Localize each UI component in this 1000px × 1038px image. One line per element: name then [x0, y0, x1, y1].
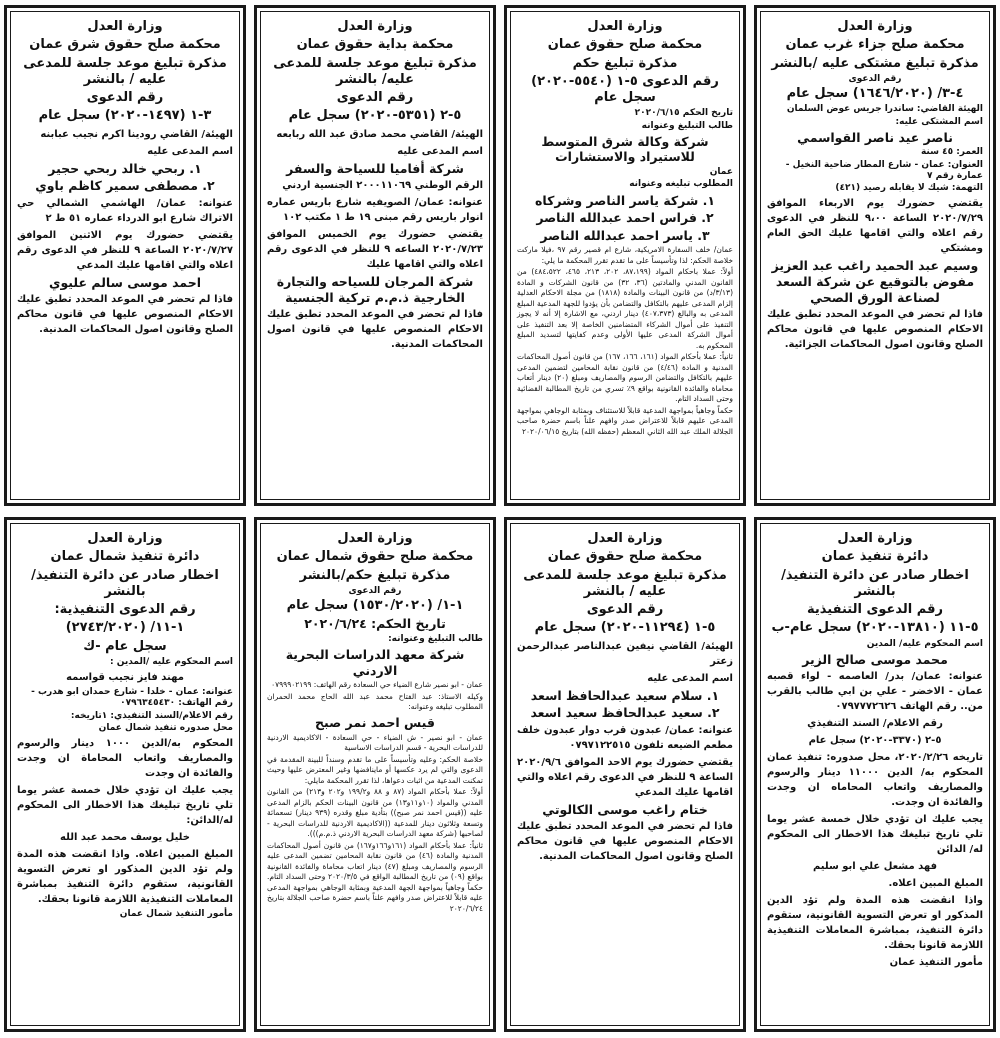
notice-body: واذا انقضت هذه المدة ولم تؤد الدين المذكور او تعرض التسوية القانونية، ستقوم دائرة التنفيذ، بمباشرة المعاملات التنفيذية اللازمة قانونا بحقك.: [767, 895, 983, 952]
notice-heading: مذكرة تبليغ موعد جلسة للمدعى عليه / بالنشر: [23, 55, 227, 87]
notice-heading: وزارة العدل: [837, 19, 913, 34]
notice-heading: ٥-١ (١١٢٩٤-٢٠٢٠) سجل عام: [534, 620, 716, 636]
notice-name: ٢. سعيد عبدالحافظ سعيد اسعد: [530, 705, 720, 721]
notice-heading: محكمة صلح حقوق شمال عمان: [276, 549, 474, 565]
notice-heading: وزارة العدل: [87, 531, 163, 546]
notice-body: عنوانه: عمان/ الهاشمي الشمالي حي الاتراك شارع ابو الدرداء عماره ٥١ ط ٢: [17, 197, 233, 224]
notice-name: ٣. ياسر احمد عبدالله الناصر: [540, 227, 710, 243]
notice-fine-print: ثانياً: عملا بأحكام المواد (١٦١، ١٦٦، ١٦٧) من قانون أصول المحاكمات المدنية و المادة (٤/٤٦) من قانون نقابة المحامين لتضمين المدعى عليهم بالتكافل والتضامن الرسوم والمصاريف ومبلغ (٢٠) دينار أتعاب محاماة والفائدة القانونية بواقع ٩٪ تسري من تاريخ المطالبة القضائية وحتى السداد التام.: [517, 352, 734, 404]
notice-heading: محكمة صلح حقوق عمان: [547, 549, 703, 565]
notice-name: شركة وكالة شرق المتوسط للاستيراد والاستشارات: [541, 133, 709, 165]
notice-heading: ٥-٢ (٥٣٥١-٢٠٢٠) سجل عام: [288, 108, 462, 124]
notice-cell: [750, 512, 1000, 1038]
notice-name: ٢. مصطفى سمير كاظم باوي: [35, 178, 215, 194]
notice-body: المبلغ المبين اعلاه. واذا انقضت هذه المدة ولم تؤد الدين المذكور او تعرض التسوية القانونية، ستقوم دائرة التنفيذ بمباشرة المعاملات التنفيذية اللازمة قانونا بحقك.: [17, 849, 233, 905]
notice-body: عنوانه: عمان/ عبدون قرب دوار عبدون خلف مطعم الضيعه تلفون ٠٧٩٧١٢٢٥١٥: [517, 724, 733, 751]
notice-name: قيس احمد نمر صبح: [315, 714, 435, 730]
notice-fine-print: حكماً وجاهياً بمواجهة المدعية قابلاً للاستئناف وبمثابة الوجاهي بمواجهة المدعى عليهم قابلاً للاعتراض صدر وافهم علناً باسم حضرة صاحب الجلالة الملك عبد الله الثاني المعظم (حفظه الله) بتاريخ ٢٠٢٠/٠٦/١٥: [517, 405, 733, 436]
notice-heading: محكمة صلح جزاء غرب عمان: [785, 37, 965, 53]
notice-heading: وزارة العدل: [87, 19, 163, 34]
notice-fine-print: ثانياً: عملا بأحكام المواد (١٦١و١٦٦و١٦٧) من قانون أصول المحاكمات المدنية والمادة (٤٦) من قانون نقابة المحامين تضمين المدعى عليه الرسوم والمصاريف ومبلغ (٤٧) دينار اتعاب محاماة والفائدة القانونية بواقع (٠٩) من تاريخ المطالبة الواقع في ٢٠٢٠/٣/٥ وحتى السداد التام. حكماً وجاهياً بمواجهة الجهة المدعية وبمثابة الوجاهي بمواجهة المدعى عليه قابلاً للاعتراض صدر وافهم علناً باسم حضرة صاحب الجلالة بتاريخ ٢٠٢٠/٦/٢٤: [267, 840, 484, 913]
notice-fine-print: أولاً: عملا باحكام المواد (٨٧،١٩٩، ٢٠٢، ٢١٣، ٤٦٥، ٤٨٤،٥٢٢) من القانون المدني والمادتين (٣٦، ٣٢) من قانون الشركات و المادة (٣/١٣/د) من قانون البينات والمادة (١٨١٨) من مجلة الاحكام العدلية إلزام المدعى عليهم بالتكافل والتضامن بأن يؤدوا للجهة المدعية المبلغ المدعى به والبالغ (٤٠٧،٣٧٣) دينار اردني، مع الاشارة إلا أنه لا يجوز التنفيذ على أموال الشركاء المتضامنين الخاصة إلا بعد التنفيذ على أموال الشركة المدعى عليها الأولى وعدم كفايتها لتسديد المبلغ المحكوم به.: [517, 267, 734, 350]
notice-body: يقتضي حضورك يوم الاربعاء الموافق ٢٠٢٠/٧/٢٩ الساعة ٩،٠٠ للنظر في الدعوى رقم اعلاه والتي اقامها عليك الحق العام ومشتكي: [767, 198, 983, 255]
notice-detail: طالب التبليغ وعنوانه:: [388, 633, 483, 644]
notice-detail: الهيئة القاضي: ساندرا جريس عوض السلمان: [786, 104, 983, 115]
notice-body: فاذا لم تحضر في الموعد المحدد تطبق عليك الاحكام المنصوص عليها في قانون محاكم الصلح وقانون اصول المحاكمات المدنية.: [517, 821, 733, 863]
notice-heading: ١-١١/ (٢٧٤٣/٢٠٢٠): [65, 620, 185, 636]
notice-detail: طالب التبليغ وعنوانه: [641, 120, 733, 131]
notice-body: يقتضي حضورك يوم الاثنين الموافق ٢٠٢٠/٧/٢٧ الساعة ٩ للنظر في الدعوى رقم اعلاه والتي اقامها عليك المدعي: [17, 229, 233, 271]
notice-detail: عنوانه: عمان - خلدا - شارع حمدان ابو هدرب - رقم الهاتف: ٠٧٩٦٣٤٥٤٣٠: [31, 687, 233, 709]
notice-cell: [0, 0, 250, 512]
notice-detail: عمان: [709, 167, 733, 177]
legal-notice: [254, 517, 496, 1032]
notice-detail: رقم الدعوى: [348, 585, 402, 596]
notice-heading: محكمة صلح حقوق عمان: [547, 37, 703, 53]
notice-body: خليل يوسف محمد عبد الله: [60, 832, 190, 843]
legal-notice: [754, 5, 996, 506]
legal-notice: [504, 5, 746, 506]
notice-detail: العمر: ٤٥ سنة: [920, 147, 983, 158]
notice-heading: رقم الدعوى: [586, 602, 664, 617]
notice-heading: رقم الدعوى ٥-١ (٥٥٤٠-٢٠٢٠) سجل عام: [531, 73, 719, 105]
notice-detail: رقم الدعوى: [848, 73, 902, 84]
notice-fine-print: عمان/ خلف السفارة الامريكية، شارع ام قصير رقم ٩٧ ،فيلا ماركت خلاصة الحكم: لذا وتأسيساً على ما تقدم تقرر المحكمة ما يلي:: [517, 245, 733, 265]
notice-fine-print: وكيله الاستاذ: عبد الفتاح محمد عبد الله الحاج محمد الحمران المطلوب تبليغه وعنوانه:: [267, 691, 483, 712]
notice-body: يقتضي حضورك يوم الاحد الموافق ٢٠٢٠/٩/٦ الساعة ٩ للنظر في الدعوى رقم اعلاه والتي اقامها عليك المدعي: [517, 756, 733, 798]
notice-name: شركة معهد الدراسات البحرية الاردني: [285, 647, 465, 678]
notice-heading: مذكرة تبليغ حكم/بالنشر: [299, 567, 451, 583]
legal-notice: [4, 5, 246, 506]
notice-detail: العنوان: عمان - شارع المطار ضاحية النخيل - عمارة رقم ٧: [785, 159, 983, 181]
notice-heading: ٣-١ (١٤٩٧-٢٠٢٠) سجل عام: [38, 108, 212, 124]
notice-heading: مذكرة تبليغ موعد جلسة للمدعى عليه / بالنشر: [523, 567, 727, 599]
notice-heading: وزارة العدل: [337, 531, 413, 546]
notice-heading: مذكرة تبليغ موعد جلسة للمدعى عليه/ بالنشر: [273, 55, 477, 87]
legal-notice: [254, 5, 496, 506]
notice-name: ختام راغب موسى الكالوتي: [542, 801, 708, 817]
notice-body: عنوانه: عمان/ بدر/ العاصمه - لواء قصبه عمان - الاخضر - علي بن ابي طالب بالقرب من.. رقم الهاتف ٠٧٩٧٧٧٢٦٢٦: [767, 671, 983, 713]
notice-cell: [750, 0, 1000, 512]
notice-body: ٥-٢ (٣٣٧٠-٢٠٢٠) سجل عام: [808, 735, 942, 747]
notice-body: مهند فايز نجيب قواسمه: [66, 672, 184, 683]
notice-heading: محكمة صلح حقوق شرق عمان: [29, 37, 221, 53]
notice-heading: رقم الدعوى: [336, 90, 414, 105]
notice-cell: [250, 0, 500, 512]
notice-heading: وزارة العدل: [337, 19, 413, 34]
notice-body: الهيئة/ القاضي محمد صادق عبد الله ربابعه: [276, 128, 483, 140]
notice-detail: التهمة: شيك لا يقابله رصيد (٤٢١): [835, 183, 983, 194]
notice-body: المحكوم به/الدين ١٠٠٠ دينار والرسوم والمصاريف واتعاب المحاماة ان وجدت والفائدة ان وجدت: [17, 738, 234, 779]
notice-detail: اسم المحكوم عليه/ المدين: [866, 638, 983, 649]
notice-heading: ٥-١١ (١٣٨١٠-٢٠٢٠) سجل عام-ب: [771, 620, 979, 636]
notice-heading: وزارة العدل: [587, 531, 663, 546]
notice-heading: اخطار صادر عن دائرة التنفيذ/بالنشر: [781, 567, 969, 599]
notice-name: ١. سلام سعيد عبدالحافظ اسعد: [530, 687, 720, 703]
notice-heading: اخطار صادر عن دائرة التنفيذ/بالنشر: [31, 567, 219, 599]
notice-name: محمد موسى صالح الزير: [802, 651, 948, 667]
legal-notice: [754, 517, 996, 1032]
notice-heading: رقم الدعوى التنفيذية:: [54, 602, 196, 617]
notice-body: المبلغ المبين اعلاه.: [888, 878, 983, 890]
notice-heading: محكمة بداية حقوق عمان: [296, 37, 454, 53]
notice-body: اسم المدعى عليه: [147, 145, 233, 157]
notice-heading: دائرة تنفيذ شمال عمان: [50, 549, 200, 565]
notice-fine-print: أولاً: عملا بأحكام المواد (٨٧ و ٨٨ و١٩٩/٢ و٢٠٢ و٢١٣) من القانون المدني والمواد (١٠و١١و١٣) من قانون البينات الحكم بالزام المدعى عليه ((قيس احمد نمر صبح)) بتأدية مبلغ وقدره (٩٣٩ دينار) تسعمائة وتسعة وثلاثون دينار للمدعية ((الاكاديمية الاردنية للدراسات البحرية - لصاحبها (شركة معهد الدراسات البحرية الاردني ذ.م.م))).: [267, 787, 484, 838]
notice-body: يقتضي حضورك يوم الخميس الموافق ٢٠٢٠/٧/٢٣ الساعه ٩ للنظر في الدعوى رقم اعلاه والتي اقامها عليك: [267, 229, 483, 271]
notice-body: يجب عليك ان تؤدي خلال خمسة عشر يوما تلي تاريخ تبليغك هذا الاخطار الى المحكوم له/ الدائن: [767, 814, 983, 856]
notice-fine-print: عمان - ابو نصير - ش الضياء - حي السعادة - الاكاديمية الاردنية للدراسات البحرية - قسم الدراسات الاساسية: [267, 732, 483, 752]
notice-name: شركة المرجان للسياحه والتجارة الخارجية ذ.م.م تركية الجنسية: [276, 274, 474, 305]
notice-body: رقم الاعلام/ السند التنفيذي: [807, 718, 943, 730]
notice-body: الهيئة/ القاضي نيفين عبدالناصر عبدالرحمن زعتر: [517, 640, 733, 667]
notice-body: الرقم الوطني ٢٠٠٠١١٠٦٩ الجنسية اردني: [282, 180, 483, 192]
notice-detail: رقم الاعلام/السند التنفيذي: ١تاريخه:: [70, 710, 233, 721]
notice-body: عنوانه: عمان/ الصويفيه شارع باريس عماره انوار باريس رقم مبنى ١٩ ط ١ مكتب ١٠٢: [267, 197, 483, 224]
notice-body: يجب عليك ان تؤدي خلال خمسة عشر يوما تلي تاريخ تبليغك هذا الاخطار الى المحكوم له/الدائن:: [17, 785, 233, 826]
legal-notice: [4, 517, 246, 1032]
notice-name: احمد موسى سالم عليوي: [49, 274, 201, 290]
notice-heading: مذكرة تبليغ حكم: [572, 55, 678, 71]
notice-heading: سجل عام -ك: [83, 638, 167, 654]
notice-fine-print: خلاصة الحكم: وعليه وتأسيساً على ما تقدم وسنداً للبينة المقدمة في الدعوى والتي لم يرد عكسها أو ماينافضها وغير المعترض عليها وحيث تمكنت المدعية من اثبات دعواها، لذا تقرر المحكمة مايلي:: [267, 754, 483, 785]
notice-body: اسم المدعى عليه: [647, 672, 733, 684]
notice-body: فاذا لم تحضر في الموعد المحدد تطبق عليك الاحكام المنصوص عليها في قانون محاكم الصلح وقانون اصول المحاكمات المدنية.: [17, 294, 233, 336]
notice-cell: [250, 512, 500, 1038]
notice-detail: اسم المشتكى عليه:: [895, 116, 983, 127]
notice-heading: رقم الدعوى التنفيذية: [807, 602, 943, 617]
notice-name: ٢. فراس احمد عبدالله الناصر: [536, 210, 714, 226]
notice-body: مأمور التنفيذ عمان: [889, 957, 983, 969]
notice-body: اسم المدعى عليه: [397, 145, 483, 157]
notice-heading: وزارة العدل: [837, 531, 913, 546]
notice-heading: ٤-٣/ (١٦٤٦/٢٠٢٠) سجل عام: [786, 86, 964, 101]
notice-body: فهد مشعل علي ابو سليم: [812, 861, 938, 873]
notice-heading: مذكرة تبليغ مشتكى عليه /بالنشر: [771, 55, 979, 71]
notice-body: فاذا لم تحضر في الموعد المحدد تطبق عليك الاحكام المنصوص عليها في قانون اصول المحاكمات المدنية.: [267, 309, 483, 351]
notice-cell: [500, 512, 750, 1038]
notice-name: ١. ربحي خالد ربحي حجير: [48, 160, 202, 176]
notice-name: ١. شركة ياسر الناصر وشركاه: [535, 192, 715, 208]
notice-name: تاريخ الحكم: ٢٠٢٠/٦/٢٤: [304, 616, 446, 632]
notice-fine-print: عمان - ابو نصير شارع الضياء حي السعادة رقم الهاتف: ٠٧٩٩٩٠٢١٩٩: [271, 680, 483, 690]
notice-body: تاريخه ٢٠٢٠/٢/٢٦، محل صدوره: تنفيذ عمان المحكوم به/ الدين ١١٠٠٠ دينار والرسوم والمصاريف واتعاب المحاماه ان وجدت والفائدة ان وجدت.: [767, 752, 984, 809]
notice-name: وسيم عبد الحميد راغب عبد العزيز مفوض بالتوقيع عن شركة السعد لصناعة الورق الصحي: [771, 258, 979, 305]
notice-name: شركة أفاميا للسياحة والسفر: [286, 160, 464, 176]
notice-heading: رقم الدعوى: [86, 90, 164, 105]
notice-cell: [0, 512, 250, 1038]
notice-name: ناصر عيد ناصر القواسمي: [797, 129, 953, 145]
notice-detail: المطلوب تبليغه وعنوانه: [629, 179, 733, 190]
notice-heading: ١-١/ (١٥٣٠/٢٠٢٠) سجل عام: [286, 598, 464, 613]
notice-detail: تاريخ الحكم ٢٠٢٠/٦/١٥: [634, 108, 733, 119]
notice-detail: اسم المحكوم عليه /المدين :: [110, 656, 233, 667]
notice-heading: دائرة تنفيذ عمان: [821, 549, 929, 565]
notice-body: الهيئة/ القاضي رودينا اكرم نجيب عبابنه: [40, 128, 233, 140]
notice-detail: محل صدوره تنفيذ شمال عمان: [98, 722, 233, 733]
notice-heading: وزارة العدل: [587, 19, 663, 34]
notice-body: فاذا لم تحضر في الموعد المحدد تطبق عليك الاحكام المنصوص عليها في قانون محاكم الصلح وقانون اصول المحاكمات الجزائية.: [767, 309, 983, 351]
notice-detail: مأمور التنفيذ شمال عمان: [119, 909, 233, 919]
notice-cell: [500, 0, 750, 512]
legal-notice: [504, 517, 746, 1032]
